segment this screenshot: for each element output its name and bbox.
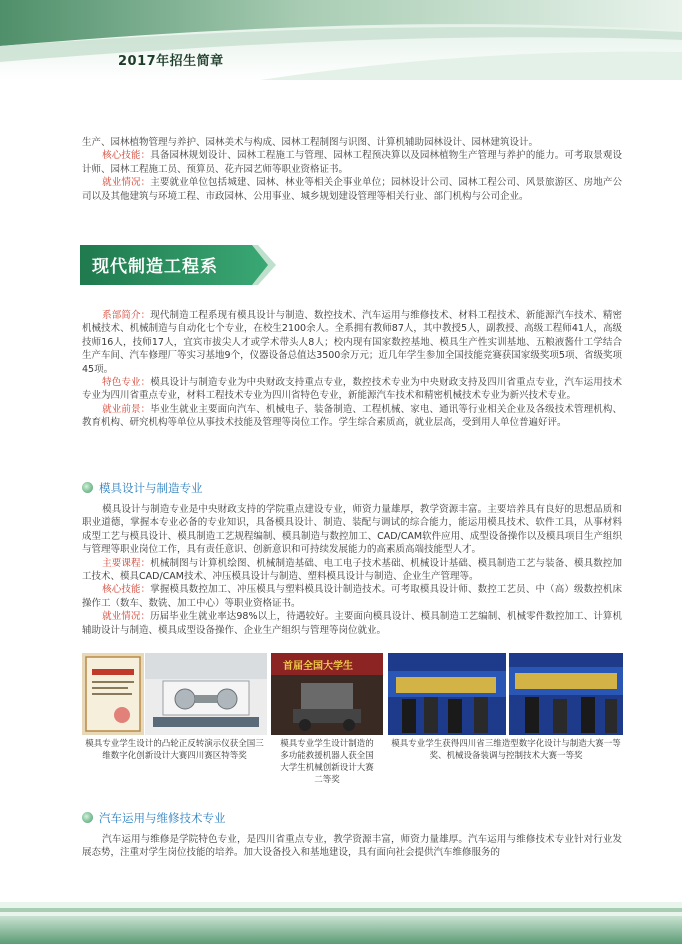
- employment-label: 就业情况：: [102, 177, 151, 189]
- bullet-icon: [82, 482, 93, 493]
- prospect-text: 毕业生就业主要面向汽车、机械电子、装备制造、工程机械、家电、通讯等行业相关企业及各级技术管理机构、教育机构、研究机构等单位从事技术技能及管理等岗位工作。学生综合素质高，就业层高，受到用人单位普遍好评。: [82, 403, 622, 429]
- mold-title: 模具设计与制造专业: [99, 481, 203, 495]
- core-skills-text: 具备园林规划设计、园林工程施工与管理、园林工程预决算以及园林植物生产管理与养护的能力。可考取景观设计师、园林工程施工员、预算员、花卉园艺师等职业资格证书。: [82, 150, 622, 175]
- cam-device-photo: [145, 653, 267, 735]
- auto-title: 汽车运用与维修技术专业: [99, 811, 226, 825]
- top-course-line: 生产、园林植物管理与养护、园林美术与构成、园林工程制图与识图、计算机辅助园林设计、园林建筑设计。: [82, 137, 539, 148]
- feature-label: 特色专业：: [102, 377, 151, 389]
- photo-caption-2: 模具专业学生设计制造的多功能救援机器人获全国大学生机械创新设计大赛二等奖: [280, 739, 374, 785]
- mold-employment-text: 历届毕业生就业率达98%以上，待遇较好。主要面向模具设计、模具制造工艺编制、机械零件数控加工、计算机辅助设计与制造、模具成型设备操作、企业生产组织与管理等岗位就业。: [82, 611, 622, 636]
- award-photo-1: [388, 653, 506, 735]
- employment-text: 主要就业单位包括城建、园林、林业等相关企事业单位；园林设计公司、园林工程公司、风景旅游区、房地产公司以及其他建筑与环境工程、市政园林、公用事业、城乡规划建设管理等相关行业、部门机构与公司企业。: [82, 177, 622, 202]
- mold-subheading: [82, 480, 203, 496]
- prospect-label: 就业前景：: [102, 403, 151, 415]
- award-photo-2: [509, 653, 623, 735]
- intro-text: 现代制造工程系现有模具设计与制造、数控技术、汽车运用与维修技术、材料工程技术、新能源汽车技术、精密机械技术、机械制造与自动化七个专业，在校生2100余人。全系拥有教师87人，其中教授5人，副教授、高级工程师41人，高级技师16人，技师17人，宜宾市拔尖人才或学术带头人8人；校内现有国家数控基地、模具生产性实训基地、五粮液酱什工学结合生产车间、汽车修理厂等实习基地9个，仪器设备总值达3500余万元；近几年学生参加全国技能竞赛获国家级奖项5项、省级奖项45项。: [82, 310, 622, 375]
- bullet-icon: [82, 812, 93, 823]
- auto-intro: 汽车运用与维修是学院特色专业，是四川省重点专业，教学资源丰富，师资力量雄厚。汽车运用与维修技术专业针对行业发展态势，注重对学生岗位技能的培养。加大设备投入和基地建设，具有面向社会提供汽车维修服务的: [82, 834, 622, 859]
- auto-paragraph: [82, 833, 622, 860]
- robot-photo: [271, 653, 383, 735]
- mold-paragraph: [82, 503, 622, 637]
- feature-text: 模具设计与制造专业为中央财政支持重点专业，数控技术专业为中央财政支持及四川省重点专业，汽车运用技术专业为四川省重点专业，材料工程技术专业为四川省特色专业，新能源汽车技术和精密机械技术专业为新兴技术专业。: [82, 377, 622, 402]
- core-skills-label: 核心技能：: [102, 150, 151, 162]
- photo-caption-1: 模具专业学生设计的凸轮正反转演示仪获全国三维数字化创新设计大赛四川赛区特等奖: [85, 739, 264, 761]
- page-header-title: 2017年招生简章: [118, 54, 224, 69]
- department-intro-paragraph: [82, 309, 622, 430]
- bottom-decorative-band: [0, 902, 682, 944]
- courses-text: 机械制图与计算机绘图、机械制造基础、电工电子技术基础、机械设计基础、模具制造工艺与装备、模具数控加工技术、模具CAD/CAM技术、冲压模具设计与制造、塑料模具设计与制造、企业生产管理等。: [82, 557, 622, 583]
- mold-intro: 模具设计与制造专业是中央财政支持的学院重点建设专业，师资力量雄厚，教学资源丰富。主要培养具有良好的思想品质和职业道德，掌握本专业必备的专业知识，具备模具设计、制造、装配与调试的综合能力，能运用模具技术、软件工具，从事材料成型工艺与模具设计、模具制造工艺规程编制、模具制造与数控加工、CAD/CAM软件应用、成型设备操作以及模具项目生产组织与管理等职业岗位工作，具有责任意识、创新意识和可持续发展能力的高素质高端技能型人才。: [82, 504, 622, 556]
- top-decorative-band: [0, 0, 682, 80]
- top-continuation-paragraph: [82, 136, 622, 203]
- photo-banner-text: 首届全国大学生: [283, 661, 353, 672]
- photo-caption-3: 模具专业学生获得四川省三维造型数字化设计与制造大赛一等奖、机械设备装调与控制技术大赛一等奖: [391, 739, 621, 761]
- certificate-photo: [82, 653, 144, 735]
- mold-employment-label: 就业情况：: [102, 611, 151, 623]
- courses-label: 主要课程：: [102, 557, 151, 569]
- department-title: 现代制造工程系: [92, 257, 218, 277]
- auto-subheading: [82, 810, 226, 826]
- mold-skills-label: 核心技能：: [102, 584, 151, 596]
- intro-label: 系部简介：: [102, 310, 151, 321]
- mold-skills-text: 掌握模具数控加工、冲压模具与塑料模具设计制造技术。可考取模具设计师、数控工艺员、中（高）级数控机床操作工（数车、数铣、加工中心）等职业资格证书。: [82, 584, 622, 609]
